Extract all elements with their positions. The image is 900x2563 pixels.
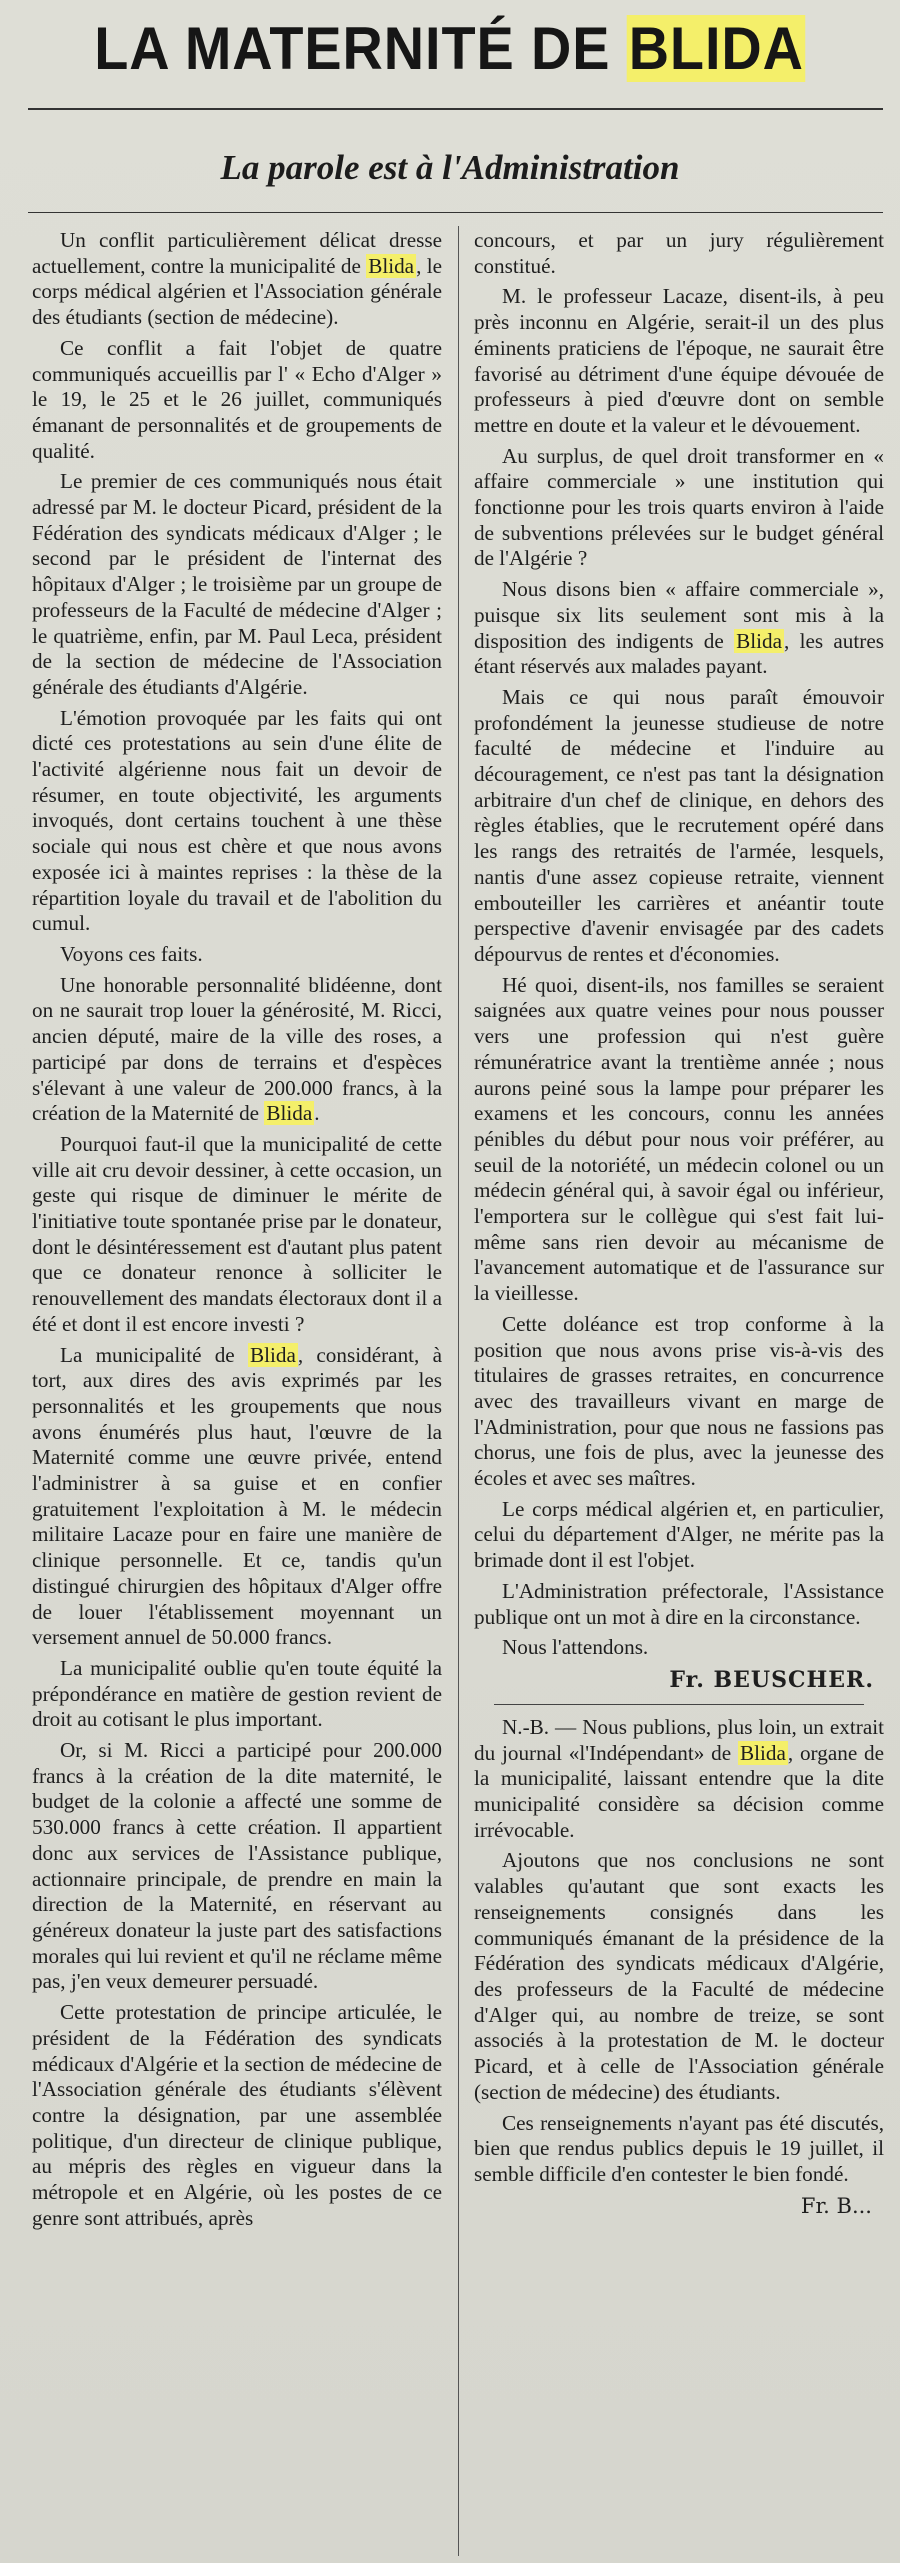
subtitle-rule (28, 212, 883, 213)
paragraph (474, 1635, 884, 1661)
paragraph (32, 2000, 442, 2231)
highlighted-word: Blida (736, 628, 782, 653)
paragraph (32, 336, 442, 465)
signature: Fr. BEUSCHER. (669, 1666, 874, 1693)
paragraph-text-after: . (314, 1101, 320, 1126)
paragraph-text: Hé quoi, disent-ils, nos familles se seraient saignées aux quatre veines pour nous pousser vers une profession qui n'est guère rémunératrice avant la trentième année ; nous aurons peiné sous la lampe pour préparer les examens et les concours, connu les années pénibles du début pour nous voir préférer, au seuil de la notoriété, un médecin colonel ou un médecin général qui, à savoir égal ou inférieur, l'emportera sur le collègue qui s'est fait lui-même sans rien devoir au mécanisme de l'avancement automatique et de l'assurance sur la vieillesse. (474, 972, 884, 1306)
paragraph (474, 2111, 884, 2188)
paragraph-text: Nous l'attendons. (502, 1635, 649, 1660)
paragraph (32, 228, 442, 331)
paragraph (474, 1848, 884, 2105)
paragraph-text: Cette protestation de principe articulée, le président de la Fédération des syndicats médicaux d'Algérie et la section de médecine de l'Association générale des étudiants s'élèvent contre la désignation, par une assemblée politique, d'un directeur de clinique publique, au mépris des règles en vigueur dans la métropole et en Algérie, où les postes de ce genre sont attribués, après (32, 2000, 442, 2230)
paragraph-text: La municipalité de (60, 1342, 248, 1367)
paragraph-text-after: , organe de la municipalité, laissant entendre que la dite municipalité considère sa décision comme irrévocable. (474, 1740, 885, 1842)
paragraph-text: Au surplus, de quel droit transformer en « affaire commerciale » une institution qui fonctionne pour les trois quarts environ à l'aide de subventions prélevées sur le budget général de l'Algérie ? (474, 443, 884, 571)
paragraph-text: Le corps médical algérien et, en particulier, celui du département d'Alger, ne mérite pas la brimade dont il est l'objet. (474, 1496, 884, 1573)
paragraph-text-after: , les autres étant réservés aux malades payant. (474, 628, 884, 679)
paragraph-text: Mais ce qui nous paraît émouvoir profondément la jeunesse studieuse de notre faculté de médecine et l'induire au découragement, ce n'est pas tant la désignation arbitraire d'un chef de clinique, en dehors des règles établies, que le recrutement opéré dans les rangs des retraités de l'armée, lesquels, nantis d'une assez copieuse retraite, viennent embouteiller les carrières et anéantir toute perspective d'avenir envisagée par des cadets dépourvus de rentes et d'économies. (474, 684, 884, 966)
subtitle: La parole est à l'Administration (220, 148, 680, 187)
paragraph (32, 1132, 442, 1338)
highlighted-word: Blida (739, 1740, 786, 1765)
paragraph (32, 706, 442, 937)
note-separator (494, 1704, 864, 1705)
paragraph-text: Une honorable personnalité blidéenne, dont on ne saurait trop louer la générosité, M. Ricci, ancien député, maire de la ville des roses, a participé par dons de terrains et d'espèces s'élevant à une valeur de 200.000 francs, à la création de la Maternité de (32, 972, 442, 1126)
paragraph (474, 1579, 884, 1630)
headline (32, 14, 869, 84)
paragraph-text: Pourquoi faut-il que la municipalité de cette ville ait cru devoir dessiner, à cette occasion, un geste qui risque de diminuer le mérite de l'initiative toute spontanée prise par le donateur, dont le désintéressement est d'autant plus patent que ce donateur renonce à solliciter le renouvellement des mandats électoraux dont il a été et dont il est encore investi ? (32, 1131, 442, 1336)
highlighted-word: Blida (266, 1101, 313, 1126)
paragraph (474, 1312, 884, 1492)
highlighted-word: Blida (368, 253, 415, 278)
paragraph-text: Or, si M. Ricci a participé pour 200.000 francs à la création de la dite maternité, le budget de la colonie a affecté une somme de 530.000 francs à cette création. Il appartient donc aux services de l'Assistance publique, actionnaire principale, de prendre en main la direction de la Maternité, en réservant au généreux donateur la juste part des satisfactions morales qui lui revient et qu'il ne réclame même pas, j'en veux demeurer persuadé. (32, 1738, 442, 1994)
paragraph (474, 1715, 884, 1844)
paragraph-text: L'émotion provoquée par les faits qui ont dicté ces protestations au sein d'une élite de l'activité algérienne nous fait un devoir de résumer, en toute objectivité, les arguments invoqués, dont certains touchent à une thèse sociale qui nous est chère et que nous avons exposée ici à maintes reprises : la thèse de la répartition loyale du travail et de l'abolition du cumul. (32, 705, 442, 936)
paragraph-text: Ces renseignements n'ayant pas été discutés, bien que rendus publics depuis le 19 juillet, il semble difficile d'en contester le bien fondé. (474, 2110, 884, 2186)
paragraph-text: Ce conflit a fait l'objet de quatre communiqués accueillis par l' « Echo d'Alger » le 19, le 25 et le 26 juillet, communiqués émanant de personnalités et de groupements de qualité. (32, 335, 442, 463)
paragraph-text: Ajoutons que nos conclusions ne sont valables qu'autant que sont exacts les renseignements consignés dans les communiqués émanant de la présidence de la Fédération des syndicats médicaux d'Algérie, des professeurs de la Faculté de médecine d'Alger qui, au nombre de treize, se sont associés à la protestation de M. le docteur Picard, et à celle de l'Association générale (section de médecine) des étudiants. (474, 1848, 884, 2104)
note-body (474, 1715, 884, 2188)
paragraph (32, 1738, 442, 1995)
paragraph (32, 469, 442, 700)
paragraph (32, 1343, 442, 1651)
paragraph (32, 973, 442, 1127)
left-column (32, 228, 442, 2236)
paragraph-text: Cette doléance est trop conforme à la position que nous avons prise vis-à-vis des titulaires de grasses retraites, en concurrence avec des travailleurs vivant en marge de l'Administration, pour que nous ne fassions pas chorus, une fois de plus, avec la jeunesse des écoles et avec ses maîtres. (474, 1311, 884, 1491)
paragraph (474, 973, 884, 1307)
headline-rule (28, 108, 883, 110)
paragraph-text: Voyons ces faits. (60, 941, 203, 966)
paragraph-text: Le premier de ces communiqués nous était adressé par M. le docteur Picard, président de la Fédération des syndicats médicaux d'Alger ; le second par le président de l'internat des hôpitaux d'Alger ; le troisième par un groupe de professeurs de la Faculté de médecine d'Alger ; le quatrième, enfin, par M. Paul Leca, président de la section de médecine de l'Association générale des étudiants d'Algérie. (32, 469, 442, 699)
headline-highlight: BLIDA (628, 15, 804, 82)
highlighted-word: Blida (249, 1342, 296, 1367)
headline-prefix: LA MATERNITÉ DE (94, 15, 627, 82)
paragraph (474, 444, 884, 573)
paragraph (32, 1656, 442, 1733)
paragraph-text: N.-B. — Nous publions, plus loin, un extrait du journal «l'Indépendant» de (474, 1714, 884, 1765)
paragraph (474, 284, 884, 438)
paragraph-text: Nous disons bien « affaire commerciale », puisque six lits seulement sont mis à la disposition des indigents de (474, 577, 884, 653)
right-column-body (474, 228, 884, 1661)
paragraph-text-after: , le corps médical algérien et l'Association générale des étudiants (section de médecine). (32, 253, 442, 330)
right-column (474, 228, 884, 2219)
paragraph-text-after: , considérant, à tort, aux dires des avis exprimés par les personnalités et les groupements que nous avons énumérés plus haut, l'œuvre de la Maternité comme une œuvre privée, entend l'administrer à sa guise et en confier gratuitement l'exploitation à M. le médecin militaire Lacaze pour en faire une manière de clinique personnelle. Et ce, tandis qu'un distingué chirurgien des hôpitaux d'Alger offre de louer l'établissement moyennant un versement annuel de 50.000 francs. (32, 1342, 442, 1650)
note-signature: Fr. B... (800, 2193, 872, 2218)
paragraph-text: La municipalité oublie qu'en toute équité la prépondérance en matière de gestion revient de droit au cotisant le plus important. (32, 1655, 442, 1732)
column-divider (458, 226, 459, 2556)
paragraph-text: M. le professeur Lacaze, disent-ils, à peu près inconnu en Algérie, serait-il un des plus éminents praticiens de l'époque, ne saurait être favorisé au détriment d'une équipe dévouée de professeurs à pied d'œuvre dont on semble mettre en doute et la valeur et le dévouement. (474, 284, 884, 437)
paragraph (474, 1497, 884, 1574)
paragraph (474, 685, 884, 968)
paragraph-text: concours, et par un jury régulièrement constitué. (474, 228, 884, 278)
paragraph-text: L'Administration préfectorale, l'Assistance publique ont un mot à dire en la circonstance. (474, 1578, 884, 1629)
paragraph (32, 942, 442, 968)
paragraph (474, 228, 884, 279)
paragraph-text: Un conflit particulièrement délicat dresse actuellement, contre la municipalité de (32, 228, 442, 278)
paragraph (474, 577, 884, 680)
